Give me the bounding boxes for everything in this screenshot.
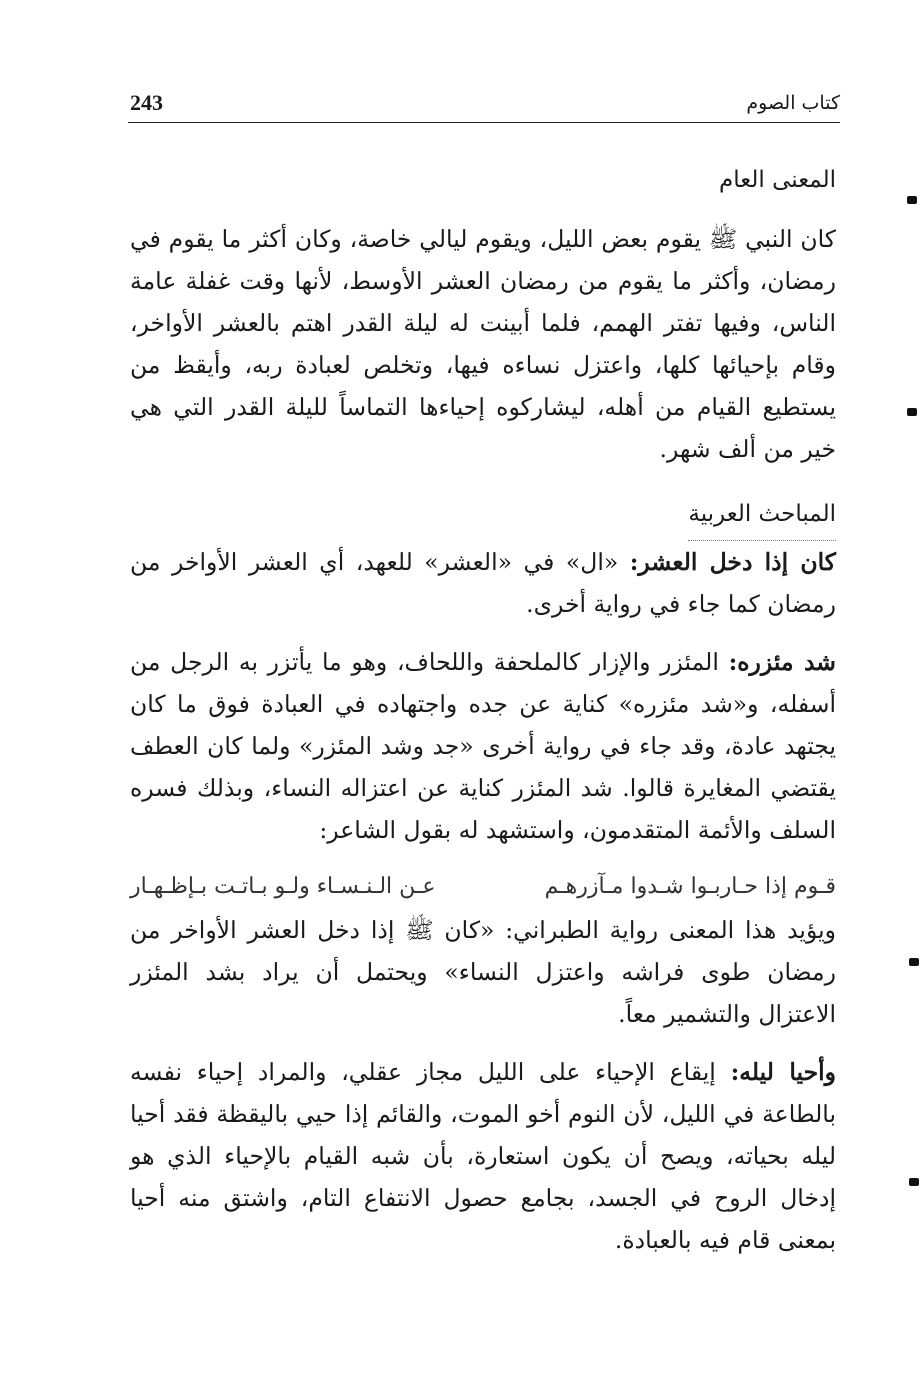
verse-second-hemistich: عـن الـنـسـاء ولـو بـاتـت بـإظـهـار — [130, 874, 436, 899]
entry-term: وأحيا ليله: — [730, 1058, 836, 1086]
entry-paragraph — [130, 541, 836, 625]
margin-mark — [907, 196, 917, 204]
section-heading-arabic-topics — [130, 494, 836, 541]
verse-first-hemistich: قـوم إذا حـاربـوا شـدوا مـآزرهـم — [544, 874, 836, 899]
entry-text: إيقاع الإحياء على الليل مجاز عقلي، والمراد إحياء نفسه بالطاعة في الليل، لأن النوم أخو الموت، والقائم إذا حيي باليقظة فقد أحيا ليله بحياته، ويصح أن يكون استعارة، بأن شبه القيام بالإحياء الذي هو إدخال الروح في الجسد، بجامع حصول الانتفاع التام، واشتق منه أحيا بمعنى قام فيه بالعبادة. — [130, 1058, 836, 1254]
margin-mark — [909, 1178, 919, 1186]
entry-term: كان إذا دخل العشر: — [629, 548, 836, 576]
page-body — [130, 160, 836, 1261]
page-number: 243 — [130, 90, 163, 115]
entry-text: «ال» في «العشر» للعهد، أي العشر الأواخر من رمضان كما جاء في رواية أخرى. — [130, 548, 836, 618]
running-header — [128, 86, 840, 123]
section-heading-general-meaning: المعنى العام — [719, 167, 836, 193]
section-heading-arabic-topics-text: المباحث العربية — [688, 494, 836, 541]
supporting-narration-paragraph: ويؤيد هذا المعنى رواية الطبراني: «كان ﷺ إذا دخل العشر الأواخر من رمضان طوى فراشه واعتزل النساء» ويحتمل أن يراد بشد المئزر الاعتزال والتشمير معاً. — [130, 916, 836, 1028]
entry-term: شد مئزره: — [728, 648, 836, 676]
general-meaning-paragraph: كان النبي ﷺ يقوم بعض الليل، ويقوم ليالي خاصة، وكان أكثر ما يقوم في رمضان، وأكثر ما يقوم من رمضان العشر الأوسط، لأنها وقت غفلة عامة الناس، وفيها تفتر الهمم، فلما أبينت له ليلة القدر اهتم بالعشر الأواخر، وقام بإحيائها كلها، واعتزل نساءه فيها، وتخلص لعبادة ربه، وأيقظ من يستطيع القيام من أهله، ليشاركوه إحياءها التماساً لليلة القدر التي هي خير من ألف شهر. — [130, 225, 836, 463]
margin-mark — [907, 408, 917, 416]
entry-text: المئزر والإزار كالملحفة واللحاف، وهو ما يأتزر به الرجل من أسفله، و«شد مئزره» كناية عن جده واجتهاده في العبادة فوق ما كان يجتهد عادة، وقد جاء في رواية أخرى «جد وشد المئزر» ولما كان العطف يقتضي المغايرة قالوا. شد المئزر كناية عن اعتزاله النساء، وبذلك فسره السلف والأئمة المتقدمون، واستشهد له بقول الشاعر: — [130, 648, 836, 844]
book-title: كتاب الصوم — [746, 92, 840, 114]
poetry-verse — [130, 865, 836, 909]
entry-paragraph — [130, 641, 836, 851]
entry-paragraph — [130, 1051, 836, 1261]
margin-mark — [909, 958, 919, 966]
